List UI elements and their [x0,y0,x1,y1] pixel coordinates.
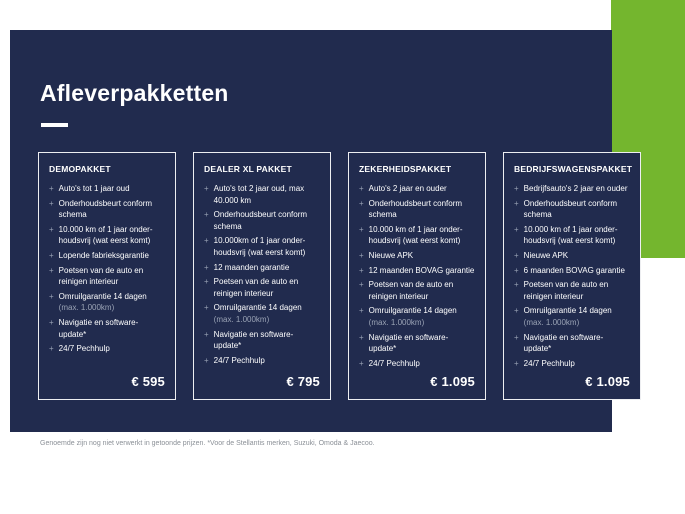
feature-text: 10.000 km of 1 jaar onder-houdsvrij (wat eerst komt) [523,224,618,246]
feature-item [514,265,630,277]
feature-text: 10.000 km of 1 jaar onder-houdsvrij (wat eerst komt) [58,224,153,246]
package-card [38,152,176,400]
feature-text: Navigatie en software-update* [58,317,139,339]
feature-item [514,358,630,370]
plus-icon: + [204,277,209,287]
feature-item [514,183,630,195]
package-cards [38,152,642,400]
plus-icon: + [359,250,364,260]
feature-text: Nieuwe APK [523,250,569,260]
feature-text: 10.000km of 1 jaar onder-houdsvrij (wat eerst komt) [213,236,306,257]
plus-icon: + [514,280,519,290]
feature-text: Lopende fabrieksgarantie [58,250,149,260]
feature-item [204,262,320,274]
feature-text: Auto's tot 1 jaar oud [58,184,130,193]
feature-item [514,332,630,355]
feature-item [359,279,475,302]
plus-icon: + [49,317,54,327]
feature-item [49,224,165,247]
main-panel [10,30,633,432]
feature-item [359,250,475,262]
package-price: € 1.095 [430,374,475,389]
plus-icon: + [204,184,209,193]
feature-text: 12 maanden BOVAG garantie [368,265,475,275]
package-feature-list [204,183,320,369]
feature-text: Auto's 2 jaar en ouder [368,184,447,193]
feature-item [49,317,165,340]
plus-icon: + [49,250,54,260]
title-underline [41,123,68,127]
feature-note: (max. 1.000km) [213,314,270,324]
plus-icon: + [514,332,519,342]
feature-item [359,332,475,355]
plus-icon: + [49,198,54,208]
feature-item [514,279,630,302]
package-feature-list [49,183,165,358]
plus-icon: + [49,265,54,275]
feature-item [204,355,320,367]
feature-text: Poetsen van de auto en reinigen interieur [368,280,454,301]
plus-icon: + [359,280,364,290]
feature-text: Omruilgarantie 14 dagen (max. 1.000km) [368,306,457,327]
package-price: € 795 [286,374,320,389]
feature-item [514,250,630,262]
feature-text: Navigatie en software-update* [523,332,604,354]
feature-item [49,198,165,221]
feature-item [359,265,475,277]
plus-icon: + [514,306,519,316]
feature-item [514,224,630,247]
feature-text: Poetsen van de auto en reinigen interieur [523,280,609,301]
feature-text: 24/7 Pechhulp [523,358,575,368]
feature-item [49,250,165,262]
package-price: € 1.095 [585,374,630,389]
feature-text: Poetsen van de auto en reinigen interieur [213,277,299,298]
feature-text: Onderhoudsbeurt conform schema [523,198,618,220]
plus-icon: + [49,291,54,301]
feature-text: 24/7 Pechhulp [368,358,420,368]
package-card [193,152,331,400]
package-card-title: BEDRIJFSWAGENSPAKKET [514,164,633,174]
package-card-title: DEALER XL PAKKET [204,164,292,174]
feature-text: Poetsen van de auto en reinigen interieur [58,265,144,287]
feature-text: Omruilgarantie 14 dagen (max. 1.000km) [213,303,302,324]
footnote: Genoemde zijn nog niet verwerkt in getoonde prijzen. *Voor de Stellantis merken, Suzuki, Omoda & Jaecoo. [40,440,375,447]
feature-text: 6 maanden BOVAG garantie [523,265,625,275]
plus-icon: + [514,358,519,368]
feature-item [359,183,475,195]
feature-item [359,305,475,328]
feature-text: Onderhoudsbeurt conform schema [368,198,463,220]
package-card [503,152,641,400]
feature-item [204,329,320,352]
feature-item [359,358,475,370]
plus-icon: + [514,224,519,234]
feature-text: Bedrijfsauto's 2 jaar en ouder [523,184,628,193]
plus-icon: + [49,344,54,354]
plus-icon: + [359,198,364,208]
plus-icon: + [204,303,209,313]
page-title: Afleverpakketten [40,80,229,106]
feature-text: Navigatie en software-update* [213,329,294,351]
feature-text: 10.000 km of 1 jaar onder-houdsvrij (wat eerst komt) [368,224,463,246]
plus-icon: + [514,250,519,260]
feature-item [49,265,165,288]
plus-icon: + [514,198,519,208]
feature-item [49,343,165,355]
feature-text: 12 maanden garantie [213,262,290,272]
feature-text: Nieuwe APK [368,250,414,260]
feature-item [204,235,320,258]
plus-icon: + [359,184,364,193]
plus-icon: + [49,184,54,193]
plus-icon: + [514,184,519,193]
plus-icon: + [514,265,519,275]
feature-item [204,183,320,206]
feature-item [514,305,630,328]
package-price: € 595 [131,374,165,389]
plus-icon: + [359,332,364,342]
feature-item [359,198,475,221]
feature-text: Omruilgarantie 14 dagen (max. 1.000km) [58,291,147,313]
feature-item [204,302,320,325]
package-card-title: ZEKERHEIDSPAKKET [359,164,452,174]
plus-icon: + [204,210,209,220]
plus-icon: + [204,262,209,272]
feature-text: Navigatie en software-update* [368,332,449,354]
feature-item [514,198,630,221]
feature-text: Omruilgarantie 14 dagen (max. 1.000km) [523,306,612,327]
feature-item [359,224,475,247]
package-feature-list [359,183,475,372]
feature-text: Auto's tot 2 jaar oud, max 40.000 km [213,184,305,205]
feature-note: (max. 1.000km) [368,317,425,327]
feature-item [204,209,320,232]
package-feature-list [514,183,630,372]
feature-text: Onderhoudsbeurt conform schema [213,210,308,231]
package-card [348,152,486,400]
plus-icon: + [204,355,209,365]
feature-note: (max. 1.000km) [523,317,580,327]
feature-text: Onderhoudsbeurt conform schema [58,198,153,220]
plus-icon: + [359,306,364,316]
plus-icon: + [204,236,209,246]
feature-text: 24/7 Pechhulp [213,355,265,365]
plus-icon: + [359,265,364,275]
feature-item [49,183,165,195]
feature-text: 24/7 Pechhulp [58,344,110,354]
plus-icon: + [359,358,364,368]
feature-item [204,276,320,299]
feature-item [49,291,165,314]
plus-icon: + [359,224,364,234]
plus-icon: + [49,224,54,234]
plus-icon: + [204,329,209,339]
feature-note: (max. 1.000km) [58,303,115,313]
package-card-title: DEMOPAKKET [49,164,111,174]
